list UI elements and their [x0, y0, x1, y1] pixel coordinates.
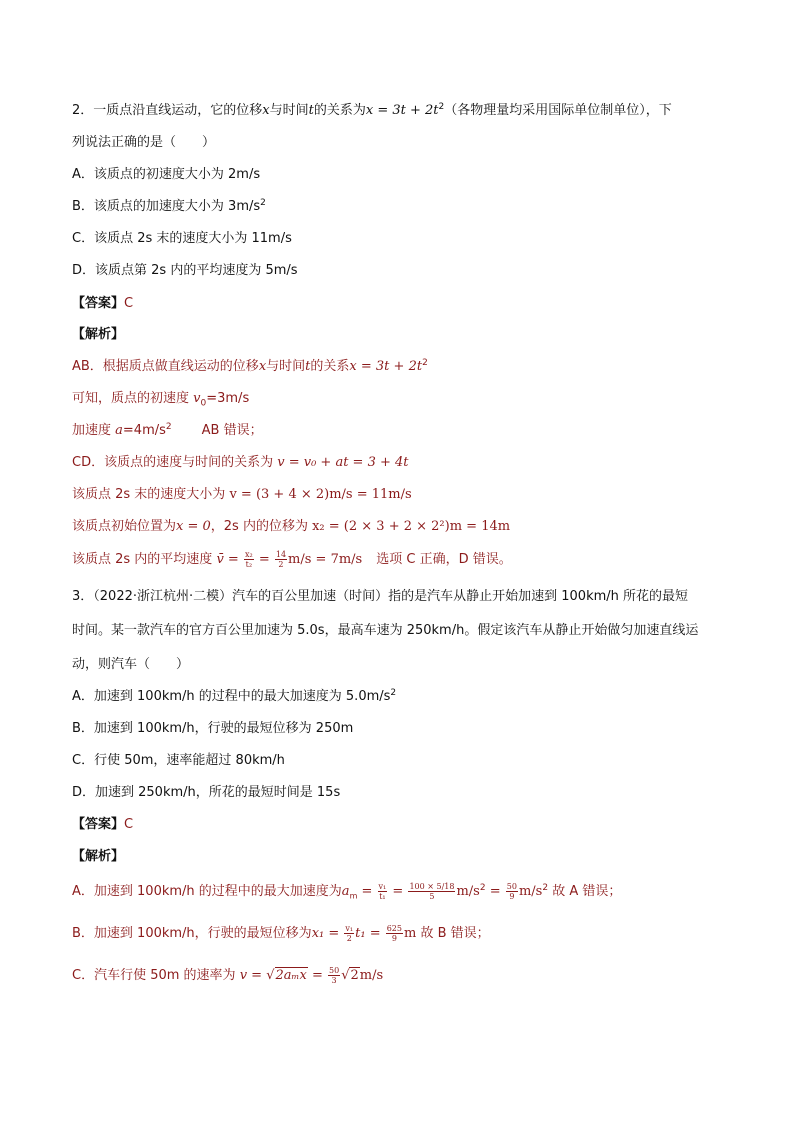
q3-stem-line2: 时间。某一款汽车的官方百公里加速为 5.0s，最高车速为 250km/h。假定该汽车从静止开始做匀加速直线运 — [72, 623, 699, 638]
q3-a2-frac2 — [386, 924, 403, 943]
q3-a1-unit-exp: 2 — [479, 883, 486, 893]
q3-a1-unit: m/s — [456, 884, 480, 899]
q2-a7-frac2-num: 14 — [275, 550, 287, 559]
q3-analysis-line2 — [72, 924, 490, 943]
q2-analysis-label: 【解析】 — [72, 327, 125, 342]
q2-option-c: C．该质点 2s 末的速度大小为 11m/s — [72, 231, 292, 246]
q3-option-c: C．行使 50m，速率能超过 80km/h — [72, 753, 285, 768]
q2-analysis-line3 — [72, 422, 263, 440]
q2-option-b-text: B．该质点的加速度大小为 3m/s — [72, 199, 261, 214]
q3-a1-prefix: A．加速到 100km/h 的过程中的最大加速度为 — [72, 884, 342, 899]
q3-answer — [72, 816, 133, 834]
q3-a1-am-sub: m — [349, 891, 358, 901]
q3-stem-line3: 动，则汽车（ ） — [72, 657, 190, 672]
q2-a3-conclusion: AB 错误； — [201, 423, 263, 438]
q2-a7-frac1-den: t₂ — [245, 560, 253, 569]
q3-a3-frac-den: 3 — [331, 976, 337, 985]
q2-a3-value: =4m/s — [122, 423, 166, 438]
q3-option-a-exp: 2 — [390, 688, 397, 698]
q2-a5-formula: v = (3 + 4 × 2)m/s = 11m/s — [229, 487, 412, 502]
q2-a1-rel: 的关系 — [310, 359, 350, 374]
q2-a4-formula: v = v₀ + at = 3 + 4t — [277, 455, 409, 470]
q3-a1-conclusion: 故 A 错误； — [548, 884, 622, 899]
q3-a1-frac3-den: 9 — [509, 892, 515, 901]
q3-a1-frac1-den: t₁ — [379, 892, 386, 901]
q2-stem-prefix: 2．一质点沿直线运动，它的位移 — [72, 103, 263, 118]
q3-a2-frac1-den: 2 — [346, 934, 352, 943]
q2-a1-x: x — [258, 359, 267, 374]
q3-a3-eq: = — [307, 968, 327, 983]
q2-a7-prefix: 该质点 2s 内的平均速度 — [72, 552, 217, 567]
q3-a1-frac2 — [408, 882, 455, 901]
q2-analysis-line1 — [72, 358, 428, 376]
q3-a3-v: v = — [239, 968, 267, 983]
q3-answer-label: 【答案】 — [72, 817, 125, 832]
q3-a3-frac — [328, 966, 340, 985]
q2-stem-formula: x = 3t + 2t — [365, 103, 439, 118]
q2-a6-formula: x₂ = (2 × 3 + 2 × 2²)m = 14m — [312, 519, 511, 534]
q3-a1-frac1 — [378, 882, 388, 901]
q2-a1-formula: x = 3t + 2t — [349, 359, 423, 374]
q2-analysis-line6 — [72, 518, 510, 536]
q2-stem-line2: 列说法正确的是（ ） — [72, 135, 216, 150]
q2-a7-vbar: v̄ = — [216, 552, 243, 567]
q2-analysis-line5 — [72, 486, 412, 504]
q2-stem-exp: 2 — [438, 102, 445, 112]
q2-stem-rel: 的关系为 — [313, 103, 366, 118]
q2-a4-prefix: CD．该质点的速度与时间的关系为 — [72, 455, 278, 470]
q3-a3-sqrt-symbol: √ — [266, 968, 275, 983]
q3-a1-tail: m/s — [518, 884, 543, 899]
q2-a1-t: t — [305, 359, 311, 374]
q2-a2-v: v — [193, 391, 201, 406]
q3-a2-frac1-num: v₁ — [345, 924, 354, 933]
q2-a7-frac2-den: 2 — [278, 560, 284, 569]
q2-answer-label: 【答案】 — [72, 296, 125, 311]
q3-a1-frac3-num: 50 — [506, 882, 517, 891]
q2-a7-frac1-num: x₂ — [244, 550, 253, 559]
q2-answer — [72, 295, 133, 313]
q3-a2-frac2-num: 625 — [386, 924, 402, 933]
q2-a7-tail: m/s = 7m/s — [288, 552, 363, 567]
q2-a2-sub: 0 — [200, 398, 207, 409]
q3-option-b: B．加速到 100km/h，行驶的最短位移为 250m — [72, 721, 354, 736]
q2-a3-a: a — [115, 423, 123, 438]
q3-a1-am: a — [341, 884, 350, 899]
q3-a2-frac2-den: 9 — [391, 934, 397, 943]
q3-analysis-line1 — [72, 882, 621, 906]
q2-a3-prefix: 加速度 — [72, 423, 116, 438]
q2-option-a: A．该质点的初速度大小为 2m/s — [72, 167, 261, 182]
q3-a1-tail-exp: 2 — [542, 883, 549, 893]
q3-a1-frac2-num: 100 × 5/18 — [409, 882, 455, 891]
q2-a5-prefix: 该质点 2s 末的速度大小为 — [72, 487, 230, 502]
q2-answer-value: C — [124, 296, 134, 311]
q3-a3-root2: 2 — [350, 968, 359, 983]
q2-a7-conclusion: 选项 C 正确，D 错误。 — [376, 552, 512, 567]
q3-option-a — [72, 688, 396, 706]
q3-a3-unit: m/s — [359, 968, 384, 983]
q3-a3-prefix: C．汽车行使 50m 的速率为 — [72, 968, 240, 983]
q2-a6-prefix: 该质点初始位置为 — [72, 519, 177, 534]
q3-a3-root: 2aₘx — [275, 968, 307, 983]
q2-var-x: x — [262, 103, 270, 118]
q2-a2-value: =3m/s — [206, 391, 250, 406]
q3-a1-frac1-num: v₁ — [378, 882, 387, 891]
q3-a2-t1: t₁ = — [355, 926, 385, 941]
q2-a1-exp: 2 — [422, 358, 428, 368]
q2-stem-mid: 与时间 — [269, 103, 309, 118]
q2-a3-exp: 2 — [165, 422, 172, 432]
q3-a3-frac-num: 50 — [329, 966, 340, 975]
q3-option-d: D．加速到 250km/h，所花的最短时间是 15s — [72, 785, 341, 800]
q2-a7-frac1 — [244, 550, 254, 569]
q2-a2-prefix: 可知，质点的初速度 — [72, 391, 194, 406]
q2-analysis-line2 — [72, 390, 249, 413]
q2-a6-x0: x = 0 — [176, 519, 211, 534]
q3-a2-conclusion: 故 B 错误； — [416, 926, 490, 941]
q2-a1-prefix: AB．根据质点做直线运动的位移 — [72, 359, 259, 374]
q3-a1-eq1: = — [357, 884, 377, 899]
q2-analysis-line7 — [72, 550, 512, 569]
q2-a6-mid: ，2s 内的位移为 — [210, 519, 313, 534]
q3-a1-eq3: = — [485, 884, 505, 899]
q3-option-a-text: A．加速到 100km/h 的过程中的最大加速度为 5.0m/s — [72, 689, 391, 704]
q3-a1-frac3 — [506, 882, 518, 901]
q2-stem-suffix: （各物理量均采用国际单位制单位），下 — [444, 103, 672, 118]
q3-a1-frac2-den: 5 — [429, 892, 435, 901]
q3-a2-frac1 — [344, 924, 354, 943]
q3-a3-sqrt2-symbol: √ — [341, 968, 350, 983]
q2-option-b — [72, 198, 266, 216]
q3-answer-value: C — [124, 817, 134, 832]
q2-option-d: D．该质点第 2s 内的平均速度为 5m/s — [72, 263, 298, 278]
q2-option-b-exp: 2 — [260, 198, 266, 208]
q3-a2-prefix: B．加速到 100km/h，行驶的最短位移为 — [72, 926, 312, 941]
q3-analysis-line3 — [72, 966, 383, 985]
q2-var-t: t — [308, 103, 314, 118]
q3-a2-x1: x₁ = — [311, 926, 344, 941]
q2-a1-mid: 与时间 — [266, 359, 306, 374]
q3-stem-line1: 3．（2022·浙江杭州·二模）汽车的百公里加速（时间）指的是汽车从静止开始加速到 100km/h 所花的最短 — [72, 589, 689, 604]
q2-stem-line1 — [72, 102, 672, 120]
q3-a1-eq2: = — [388, 884, 408, 899]
q3-analysis-label: 【解析】 — [72, 849, 125, 864]
q2-a7-eq: = — [254, 552, 274, 567]
q2-a7-frac2 — [275, 550, 287, 569]
q2-analysis-line4 — [72, 454, 409, 472]
q3-a2-unit: m — [404, 926, 417, 941]
